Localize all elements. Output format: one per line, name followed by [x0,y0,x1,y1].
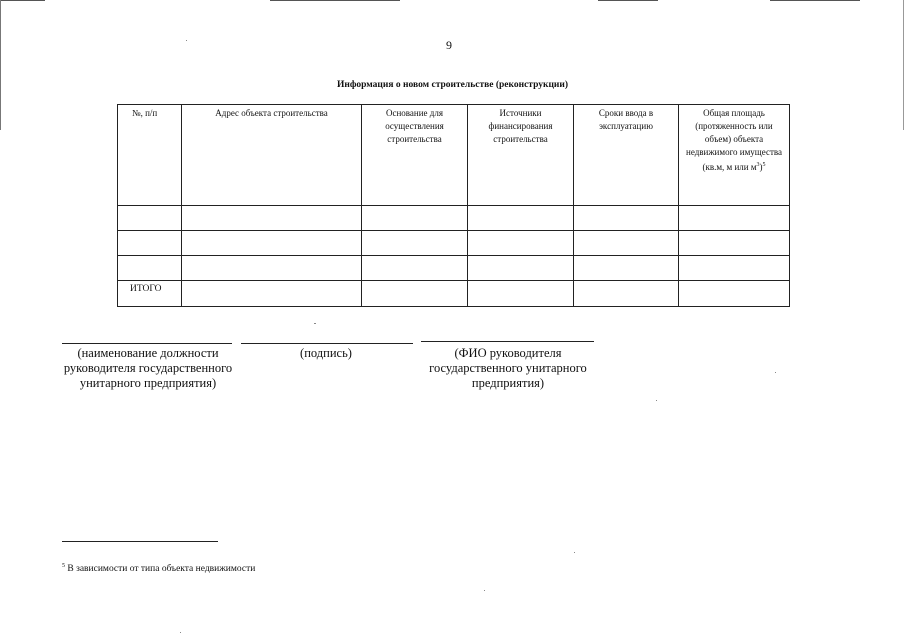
table-cell [679,281,790,307]
footnote-reference: 5 [762,162,766,168]
scan-speck [314,323,316,324]
footnote [62,563,255,574]
scan-edge-top-left [0,0,45,1]
column-header-area: Общая площадь (протяженность или объем) объекта недвижимого имущества (кв.м, м или $м^3)^5$ [679,105,790,206]
table-cell [182,231,362,256]
table-cell [468,256,574,281]
document-title: Информация о новом строительстве (реконструкции) [336,80,569,90]
footnote-mark: 5 [62,563,65,569]
table-cell [574,206,679,231]
table-cell [574,231,679,256]
table-cell [362,281,468,307]
table-cell [574,256,679,281]
page-number: 9 [446,38,452,52]
table-cell [362,256,468,281]
table-cell [468,206,574,231]
column-header-commissioning: Сроки ввода в эксплуатацию [574,105,679,206]
column-header-basis: Основание для осуществления строительства [362,105,468,206]
table-cell [118,231,182,256]
total-label: ИТОГО [118,281,182,307]
scan-edge-top-center [270,0,400,1]
table-row [118,206,790,231]
name-signature-line [421,341,594,342]
scan-speck [574,552,575,553]
table-cell [468,281,574,307]
footnote-text: В зависимости от типа объекта недвижимости [67,564,256,575]
table-cell [362,231,468,256]
column-header-area-text: Общая площадь (протяженность или объем) объекта недвижимого имущества (кв.м, м или м [686,108,782,172]
construction-info-table [117,104,790,307]
scan-edge-top-far-right [770,0,860,1]
scan-edge-left [0,0,1,130]
signature-line [241,343,413,344]
scan-edge-top-right [598,0,658,1]
table-cell [182,281,362,307]
signature-caption: (подпись) [300,346,352,360]
table-cell [118,256,182,281]
table-row [118,231,790,256]
column-header-address: Адрес объекта строительства [182,105,362,206]
position-caption: (наименование должности руководителя государственного унитарного предприятия) [63,346,233,390]
scan-speck [656,400,657,401]
table-cell [679,256,790,281]
table-cell [118,206,182,231]
scan-speck [484,590,485,591]
position-signature-line [62,343,232,344]
column-header-funding: Источники финансирования строительства [468,105,574,206]
table-cell [679,231,790,256]
table-header-row [118,105,790,206]
table-cell [679,206,790,231]
scan-speck [775,372,776,373]
scan-edge-right [903,0,904,130]
table-cell [182,256,362,281]
scan-speck [180,632,181,633]
table-cell [182,206,362,231]
column-header-number: №, п/п [118,105,182,206]
scan-speck [186,40,187,41]
table-total-row [118,281,790,307]
table-row [118,256,790,281]
name-caption: (ФИО руководителя государственного унитарного предприятия) [429,346,587,390]
table-cell [362,206,468,231]
unit-superscript: 3 [756,162,760,168]
table-cell [574,281,679,307]
table-cell [468,231,574,256]
footnote-separator [62,541,218,542]
